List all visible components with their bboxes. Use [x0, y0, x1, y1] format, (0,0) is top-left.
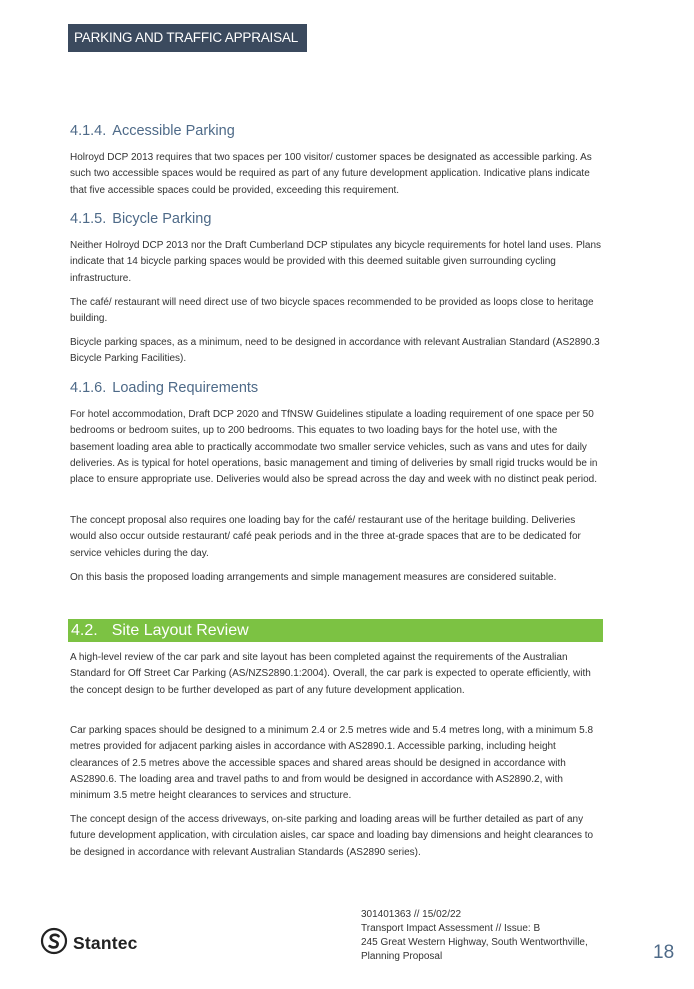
heading-title: Loading Requirements: [112, 380, 259, 396]
footer-doc-title: Transport Impact Assessment // Issue: B: [361, 923, 541, 934]
page-number: 18: [653, 942, 675, 963]
paragraph: Bicycle parking spaces, as a minimum, need to be designed in accordance with relevant Australian Standard (AS2890.3 Bicycle Parking Facilities).: [70, 337, 600, 365]
heading-title: Bicycle Parking: [112, 211, 212, 227]
section-title: Site Layout Review: [111, 622, 249, 639]
paragraph: The concept design of the access driveways, on-site parking and loading areas will be further detailed as part of any future development application, with circulation aisles, car space and loading bay dimensions and height clearances to be designed in accordance with relevant Australian Standards (AS2890 series).: [70, 814, 594, 858]
paragraph: Holroyd DCP 2013 requires that two spaces per 100 visitor/ customer spaces be designated as accessible parking. As such two accessible spaces would be required as part of any future development application. Indicative plans indicate that five accessible spaces could be provided, exceeding this requirement.: [70, 152, 592, 196]
header-banner: PARKING AND TRAFFIC APPRAISAL: [68, 24, 307, 52]
heading-accessible-parking: [70, 123, 235, 139]
footer-document-info: [361, 908, 621, 964]
footer-doc-ref: 301401363 // 15/02/22: [361, 909, 462, 920]
heading-number: 4.1.5.: [70, 211, 107, 227]
paragraph: A high-level review of the car park and site layout has been completed against the requirements of the Australian Standard for Off Street Car Parking (AS/NZS2890.1:2004). Overall, the car park is expected to operate efficiently, with the concept design to be further developed as part of any future development application.: [70, 652, 591, 696]
heading-loading-requirements: [70, 380, 258, 396]
footer-address: 245 Great Western Highway, South Wentworthville,: [361, 937, 588, 948]
paragraph: Neither Holroyd DCP 2013 nor the Draft Cumberland DCP stipulates any bicycle requirements for hotel land uses. Plans indicate that 14 bicycle parking spaces would be provided with this deemed suitable given surrounding cycling infrastructure.: [70, 240, 602, 284]
paragraph: Car parking spaces should be designed to a minimum 2.4 or 2.5 metres wide and 5.4 metres long, with a minimum 5.8 metres provided for adjacent parking aisles in accordance with AS2890.1. Accessible parking, including height clearances of 2.5 metres above the accessible spaces and shared areas should be designed in accordance with AS2890.6. The loading area and travel paths to and from would be designed in accordance with AS2890.2, with minimum 3.5 metre height clearances to services and structure.: [70, 725, 594, 802]
footer-proposal: Planning Proposal: [361, 951, 443, 962]
stantec-s-icon: [40, 927, 68, 960]
paragraph: On this basis the proposed loading arrangements and simple management measures are considered suitable.: [70, 572, 557, 583]
paragraph: For hotel accommodation, Draft DCP 2020 and TfNSW Guidelines stipulate a loading requirement of one space per 50 bedrooms or bedroom suites, up to 200 bedrooms. This equates to two loading bays for the hotel use, with the basement loading area able to practically accommodate two smaller service vehicles, such as vans and utes for daily deliveries. As is typical for hotel operations, basic management and timing of deliveries by small rigid trucks would be in place to ensure appropriate use. Deliveries would also be spread across the day and week with no distinct peak period.: [70, 409, 598, 486]
heading-title: Accessible Parking: [112, 123, 235, 139]
heading-number: 4.1.4.: [70, 123, 107, 139]
section-heading-site-layout-review: [68, 619, 603, 642]
heading-bicycle-parking: [70, 211, 211, 227]
stantec-logo: [40, 928, 138, 958]
paragraph: The concept proposal also requires one loading bay for the café/ restaurant use of the heritage building. Deliveries would also occur outside restaurant/ café peak periods and in the three at-grade spaces that are to be dedicated for service vehicles during the day.: [70, 515, 581, 559]
heading-number: 4.1.6.: [70, 380, 107, 396]
section-number: 4.2.: [71, 622, 98, 639]
logo-wordmark: Stantec: [73, 932, 138, 953]
paragraph: The café/ restaurant will need direct use of two bicycle spaces recommended to be provided as loops close to heritage building.: [70, 297, 594, 325]
